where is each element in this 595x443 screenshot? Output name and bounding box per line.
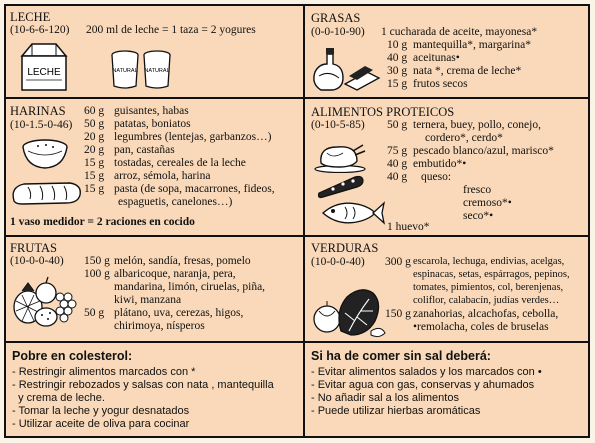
proteicos-item: pescado blanco/azul, marisco* — [413, 145, 554, 157]
harinas-item: guisantes, habas — [114, 105, 189, 117]
frutas-item: melón, sandía, fresas, pomelo — [114, 255, 251, 267]
sausage-icon — [315, 173, 371, 199]
grasas-item: frutos secos — [413, 78, 468, 90]
harinas-item: patatas, boniatos — [114, 118, 191, 130]
colesterol-line: - Restringir alimentos marcados con * — [12, 366, 196, 378]
fish-icon — [321, 197, 385, 227]
section-verduras — [305, 237, 588, 341]
grasas-qty: 15 g — [387, 78, 408, 90]
harinas-qty: 15 g — [84, 183, 105, 195]
verduras-item: tomates, pimientos, col, berenjenas, — [413, 282, 564, 293]
harinas-qty: 60 g — [84, 105, 105, 117]
harinas-note: 1 vaso medidor = 2 raciones en cocido — [10, 216, 195, 228]
proteicos-egg: 1 huevo* — [387, 221, 430, 233]
section-harinas — [6, 99, 303, 235]
cheese-cremoso: cremoso*• — [463, 197, 512, 209]
frutas-qty: 50 g — [84, 307, 105, 319]
verduras-item: espinacas, setas, espárragos, pepinos, — [413, 269, 570, 280]
verduras-item: escarola, lechuga, endivias, acelgas, — [413, 256, 565, 267]
food-exchange-sheet — [4, 4, 590, 438]
leche-equivalence: 200 ml de leche = 1 taza = 2 yogures — [86, 24, 256, 36]
harinas-item: legumbres (lentejas, garbanzos…) — [114, 131, 272, 143]
yogurt-label-2: NATURAL — [144, 68, 170, 74]
proteicos-qty: 40 g — [387, 158, 408, 170]
harinas-item: pan, castañas — [114, 144, 175, 156]
grasas-item: mantequilla*, margarina* — [413, 39, 531, 51]
frutas-item: chirimoya, nísperos — [114, 320, 205, 332]
grasas-item: 1 cucharada de aceite, mayonesa* — [381, 26, 538, 38]
frutas-qty: 150 g — [84, 255, 110, 267]
section-sin-sal — [305, 343, 588, 436]
proteicos-qty: 40 g — [387, 171, 408, 183]
verduras-code: (10-0-0-40) — [311, 256, 365, 268]
grasas-item: nata *, crema de leche* — [413, 65, 522, 77]
harinas-qty: 50 g — [84, 118, 105, 130]
milk-carton-icon — [18, 40, 70, 92]
sinsal-line: - Evitar alimentos salados y los marcados con • — [311, 366, 542, 378]
proteicos-title: ALIMENTOS PROTEICOS — [311, 105, 455, 119]
milk-carton-label: LECHE — [27, 67, 61, 78]
grasas-code: (0-0-10-90) — [311, 26, 365, 38]
verduras-item: coliflor, calabacín, judías verdes… — [413, 295, 560, 306]
proteicos-qty: 75 g — [387, 145, 408, 157]
harinas-qty: 20 g — [84, 131, 105, 143]
verduras-title: VERDURAS — [311, 241, 379, 255]
harinas-qty: 15 g — [84, 157, 105, 169]
section-frutas — [6, 237, 303, 341]
harinas-qty: 15 g — [84, 170, 105, 182]
grasas-qty: 10 g — [387, 39, 408, 51]
grasas-title: GRASAS — [311, 11, 361, 25]
section-colesterol — [6, 343, 303, 436]
proteicos-code: (0-10-5-85) — [311, 119, 365, 131]
bread-loaf-icon — [10, 179, 82, 207]
harinas-code: (10-1.5-0-46) — [10, 119, 73, 131]
sinsal-line: - Puede utilizar hierbas aromáticas — [311, 405, 481, 417]
roast-chicken-icon — [313, 139, 367, 173]
verduras-item: •remolacha, coles de bruselas — [413, 321, 549, 333]
verduras-qty: 150 g — [385, 308, 411, 320]
yogurt-label-1: NATURAL — [112, 68, 138, 74]
colesterol-line: y crema de leche. — [12, 392, 105, 404]
rice-bowl-icon — [20, 137, 70, 171]
colesterol-title: Pobre en colesterol: — [12, 349, 133, 363]
oil-cruet-icon — [309, 42, 381, 94]
verduras-item: zanahorias, alcachofas, cebolla, — [413, 308, 559, 320]
grasas-qty: 30 g — [387, 65, 408, 77]
vegetables-icon — [311, 281, 387, 339]
frutas-item: mandarina, limón, ciruelas, piña, — [114, 281, 266, 293]
section-proteicos — [305, 99, 588, 235]
section-leche — [6, 6, 303, 97]
proteicos-item: queso: — [421, 171, 452, 183]
section-grasas — [305, 6, 588, 97]
fruit-basket-icon — [12, 271, 82, 331]
harinas-item: pasta (de sopa, macarrones, fideos, — [114, 183, 275, 195]
proteicos-qty: 50 g — [387, 119, 408, 131]
grasas-qty: 40 g — [387, 52, 408, 64]
harinas-item: tostadas, cereales de la leche — [114, 157, 246, 169]
proteicos-item: cordero*, cerdo* — [425, 132, 503, 144]
verduras-qty: 300 g — [385, 256, 411, 268]
cheese-seco: seco*• — [463, 210, 494, 222]
cheese-fresco: fresco — [463, 184, 492, 196]
sinsal-line: - Evitar agua con gas, conservas y ahumados — [311, 379, 535, 391]
sinsal-line: - No añadir sal a los alimentos — [311, 392, 459, 404]
yogurt-icon-2 — [142, 50, 172, 90]
frutas-code: (10-0-0-40) — [10, 255, 64, 267]
grasas-item: aceitunas• — [413, 52, 460, 64]
leche-code: (10-6-6-120) — [10, 24, 70, 36]
frutas-item: albaricoque, naranja, pera, — [114, 268, 236, 280]
proteicos-item: embutido*• — [413, 158, 467, 170]
frutas-item: kiwi, manzana — [114, 294, 182, 306]
leche-title: LECHE — [10, 10, 51, 24]
harinas-qty: 20 g — [84, 144, 105, 156]
sinsal-title: Si ha de comer sin sal deberá: — [311, 349, 491, 363]
harinas-item: espaguetis, canelones…) — [118, 196, 233, 208]
frutas-item: plátano, uva, cerezas, higos, — [114, 307, 244, 319]
harinas-title: HARINAS — [10, 104, 66, 118]
colesterol-line: - Tomar la leche y yogur desnatados — [12, 405, 190, 417]
frutas-qty: 100 g — [84, 268, 110, 280]
colesterol-line: - Utilizar aceite de oliva para cocinar — [12, 418, 190, 430]
yogurt-icon — [110, 50, 140, 90]
frutas-title: FRUTAS — [10, 241, 57, 255]
colesterol-line: - Restringir rebozados y salsas con nata , mantequilla — [12, 379, 274, 391]
harinas-item: arroz, sémola, harina — [114, 170, 211, 182]
proteicos-item: ternera, buey, pollo, conejo, — [413, 119, 541, 131]
